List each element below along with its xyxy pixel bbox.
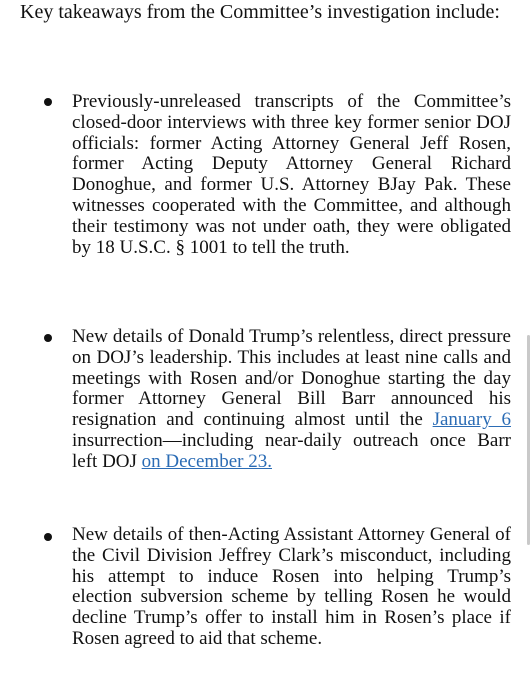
bullet-text — [72, 327, 511, 473]
bullet-text-part: New details of Donald Trump’s relentless, direct pressure on DOJ’s leadership. This includes at least nine calls and meetings with Rosen and/or Donoghue starting the day former Attorney General Bill Barr announced his resignation and continuing almost until the — [72, 326, 511, 431]
intro-paragraph: Key takeaways from the Committee’s investigation include: — [20, 1, 500, 23]
bullet-dot-icon — [44, 98, 52, 106]
scrollbar[interactable] — [527, 335, 530, 545]
december-23-link[interactable]: on December 23. — [141, 450, 272, 472]
bullet-text-part: insurrection—including near-daily outreach once Barr left DOJ — [72, 429, 511, 472]
bullet-text: Previously-unreleased transcripts of the Committee’s closed-door interviews with three key former senior DOJ officials: former Acting Attorney General Jeff Rosen, former Acting Deputy Attorney General Richard Donoghue, and former U.S. Attorney BJay Pak. These witnesses cooperated with the Committee, and although their testimony was not under oath, they were obligated by 18 U.S.C. § 1001 to tell the truth. — [72, 91, 511, 258]
january-6-link[interactable]: January 6 — [432, 409, 511, 431]
bullet-text: New details of then-Acting Assistant Attorney General of the Civil Division Jeffrey Clark’s misconduct, including his attempt to induce Rosen into helping Trump’s election subversion scheme by telling Rosen he would decline Trump’s offer to install him in Rosen’s place if Rosen agreed to aid that scheme. — [72, 524, 511, 649]
bullet-dot-icon — [44, 533, 52, 541]
bullet-dot-icon — [44, 334, 52, 342]
